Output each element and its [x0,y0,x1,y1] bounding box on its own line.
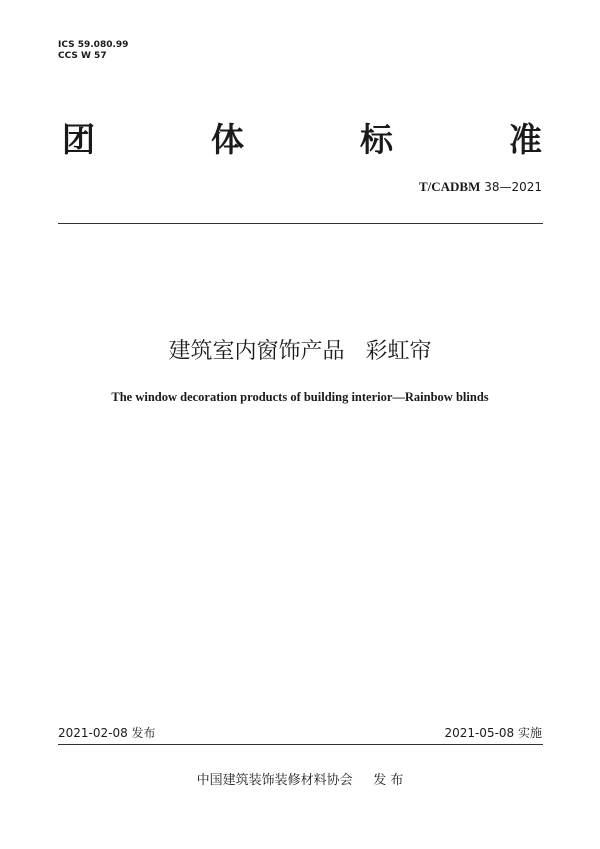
standard-type-heading [62,120,542,160]
standard-number-code: T/CADBM [418,179,481,194]
standard-type-char: 准 [509,120,542,159]
ccs-code: CCS W 57 [58,51,107,61]
standard-type-char: 团 [62,120,95,159]
publisher-line: 中国建筑装饰装修材料协会 发 布 [196,773,404,788]
title-chinese: 建筑室内窗饰产品 彩虹帘 [168,339,432,364]
implement-date: 2021-05-08 实施 [444,726,542,740]
title-english: The window decoration products of building interior—Rainbow blinds [111,390,489,404]
standard-number-rest: 38—2021 [480,180,542,194]
standard-type-char: 体 [211,120,244,159]
classification-codes [58,40,128,62]
standard-type-char: 标 [360,120,393,159]
ics-code: ICS 59.080.99 [58,40,129,50]
issue-date: 2021-02-08 发布 [58,726,156,740]
standard-number [419,179,542,195]
bottom-divider [58,744,543,745]
top-divider [58,223,543,224]
